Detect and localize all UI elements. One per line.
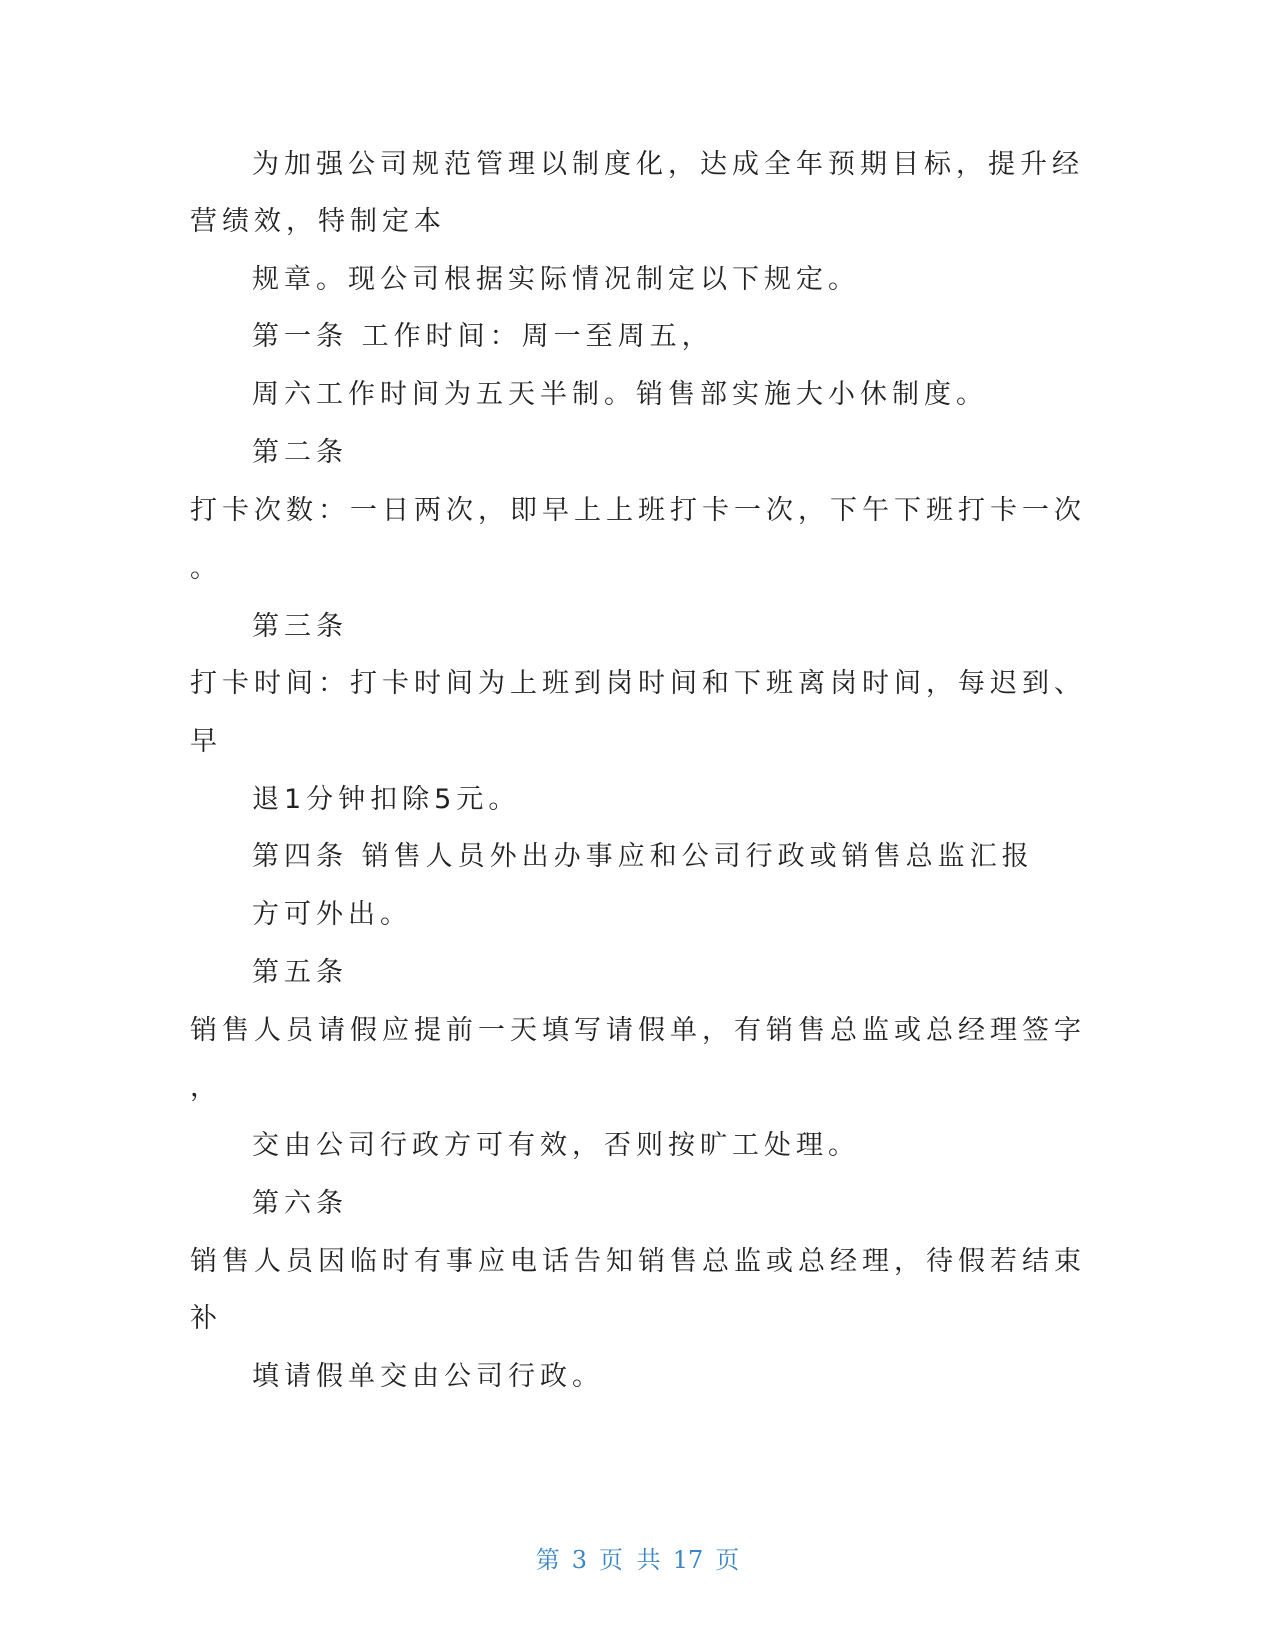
paragraph-line: 规章。现公司根据实际情况制定以下规定。 xyxy=(252,264,860,295)
paragraph-line: 。 xyxy=(190,553,222,584)
paragraph-line: 补 xyxy=(190,1303,222,1334)
paragraph-line: 为加强公司规范管理以制度化，达成全年预期目标，提升经 xyxy=(252,149,1084,180)
article-3-heading: 第三条 xyxy=(252,611,348,642)
article-4-heading: 第四条 销售人员外出办事应和公司行政或销售总监汇报 xyxy=(252,841,1034,872)
paragraph-line: 销售人员因临时有事应电话告知销售总监或总经理，待假若结束 xyxy=(190,1246,1086,1277)
footer-suffix: 页 xyxy=(715,1546,740,1574)
article-6-heading: 第六条 xyxy=(252,1188,348,1219)
total-pages-number: 17 xyxy=(672,1546,704,1574)
paragraph-line: 周六工作时间为五天半制。销售部实施大小休制度。 xyxy=(252,379,988,410)
paragraph-line: 交由公司行政方可有效，否则按旷工处理。 xyxy=(252,1130,860,1161)
footer-prefix: 第 xyxy=(535,1546,560,1574)
paragraph-line: 填请假单交由公司行政。 xyxy=(252,1361,604,1392)
paragraph-line: 打卡时间：打卡时间为上班到岗时间和下班离岗时间，每迟到、 xyxy=(190,668,1086,699)
paragraph-line: 销售人员请假应提前一天填写请假单，有销售总监或总经理签字 xyxy=(190,1015,1086,1046)
paragraph-line: 打卡次数：一日两次，即早上上班打卡一次，下午下班打卡一次 xyxy=(190,495,1086,526)
paragraph-line: 营绩效，特制定本 xyxy=(190,206,446,237)
paragraph-line: 早 xyxy=(190,726,222,757)
article-2-heading: 第二条 xyxy=(252,437,348,468)
current-page-number: 3 xyxy=(571,1546,588,1574)
footer-middle: 页 共 xyxy=(599,1546,661,1574)
paragraph-line: 退1分钟扣除5元。 xyxy=(252,784,521,815)
article-5-heading: 第五条 xyxy=(252,957,348,988)
page-footer xyxy=(0,1540,1275,1575)
paragraph-line: ， xyxy=(190,1072,222,1103)
article-1-heading: 第一条 工作时间：周一至周五， xyxy=(252,321,714,352)
paragraph-line: 方可外出。 xyxy=(252,899,412,930)
